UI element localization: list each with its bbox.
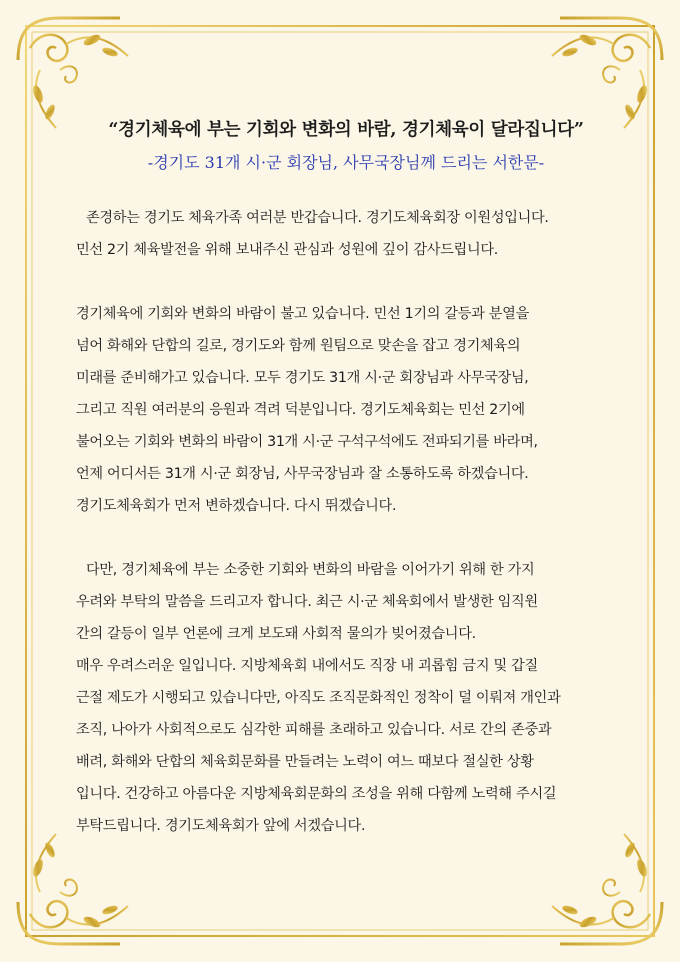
- paragraph-line: 입니다. 건강하고 아름다운 지방체육회문화의 조성을 위해 다함께 노력해 주시길: [76, 786, 557, 802]
- paragraph-line: 조직, 나아가 사회적으로도 심각한 피해를 초래하고 있습니다. 서로 간의 존중과: [76, 722, 552, 738]
- paragraph-line: 경기도체육회가 먼저 변하겠습니다. 다시 뛰겠습니다.: [76, 498, 397, 514]
- paragraph-line: 넘어 화해와 단합의 길로, 경기도와 함께 원팀으로 맞손을 잡고 경기체육의: [76, 338, 521, 354]
- paragraph-request: [76, 554, 616, 842]
- paragraph-line: 배려, 화해와 단합의 체육회문화를 만들려는 노력이 여느 때보다 절실한 상황: [76, 754, 534, 770]
- paragraph-change: [76, 298, 616, 522]
- paragraph-line: 근절 제도가 시행되고 있습니다만, 아직도 조직문화적인 정착이 덜 이뤄져 개인과: [76, 690, 561, 706]
- paragraph-line: 다만, 경기체육에 부는 소중한 기회와 변화의 바람을 이어가기 위해 한 가지: [86, 562, 535, 578]
- paragraph-line: 경기체육에 기회와 변화의 바람이 불고 있습니다. 민선 1기의 갈등과 분열을: [76, 306, 529, 322]
- letter-body: [76, 118, 616, 842]
- paragraph-line: 존경하는 경기도 체육가족 여러분 반갑습니다. 경기도체육회장 이원성입니다.: [86, 210, 549, 226]
- paragraph-line: 우려와 부탁의 말씀을 드리고자 합니다. 최근 시·군 체육회에서 발생한 임직원: [76, 594, 538, 610]
- paragraph-line: 그리고 직원 여러분의 응원과 격려 덕분입니다. 경기도체육회는 민선 2기에: [76, 402, 525, 418]
- paragraph-line: 불어오는 기회와 변화의 바람이 31개 시·군 구석구석에도 전파되기를 바라며,: [76, 434, 538, 450]
- paragraph-line: 매우 우려스러운 일입니다. 지방체육회 내에서도 직장 내 괴롭힘 금지 및 갑질: [76, 658, 538, 674]
- document-subtitle: -경기도 31개 시·군 회장님, 사무국장님께 드리는 서한문-: [147, 153, 545, 172]
- paragraph-line: 미래를 준비해가고 있습니다. 모두 경기도 31개 시·군 회장님과 사무국장님,: [76, 370, 529, 386]
- paragraph-line: 언제 어디서든 31개 시·군 회장님, 사무국장님과 잘 소통하도록 하겠습니다.: [76, 466, 529, 482]
- paragraph-line: 간의 갈등이 일부 언론에 크게 보도돼 사회적 물의가 빚어졌습니다.: [76, 626, 476, 642]
- paragraph-greeting: [76, 202, 616, 266]
- paragraph-line: 민선 2기 체육발전을 위해 보내주신 관심과 성원에 깊이 감사드립니다.: [76, 242, 498, 258]
- paragraph-line: 부탁드립니다. 경기도체육회가 앞에 서겠습니다.: [76, 818, 366, 834]
- document-title: “경기체육에 부는 기회와 변화의 바람, 경기체육이 달라집니다”: [108, 120, 584, 140]
